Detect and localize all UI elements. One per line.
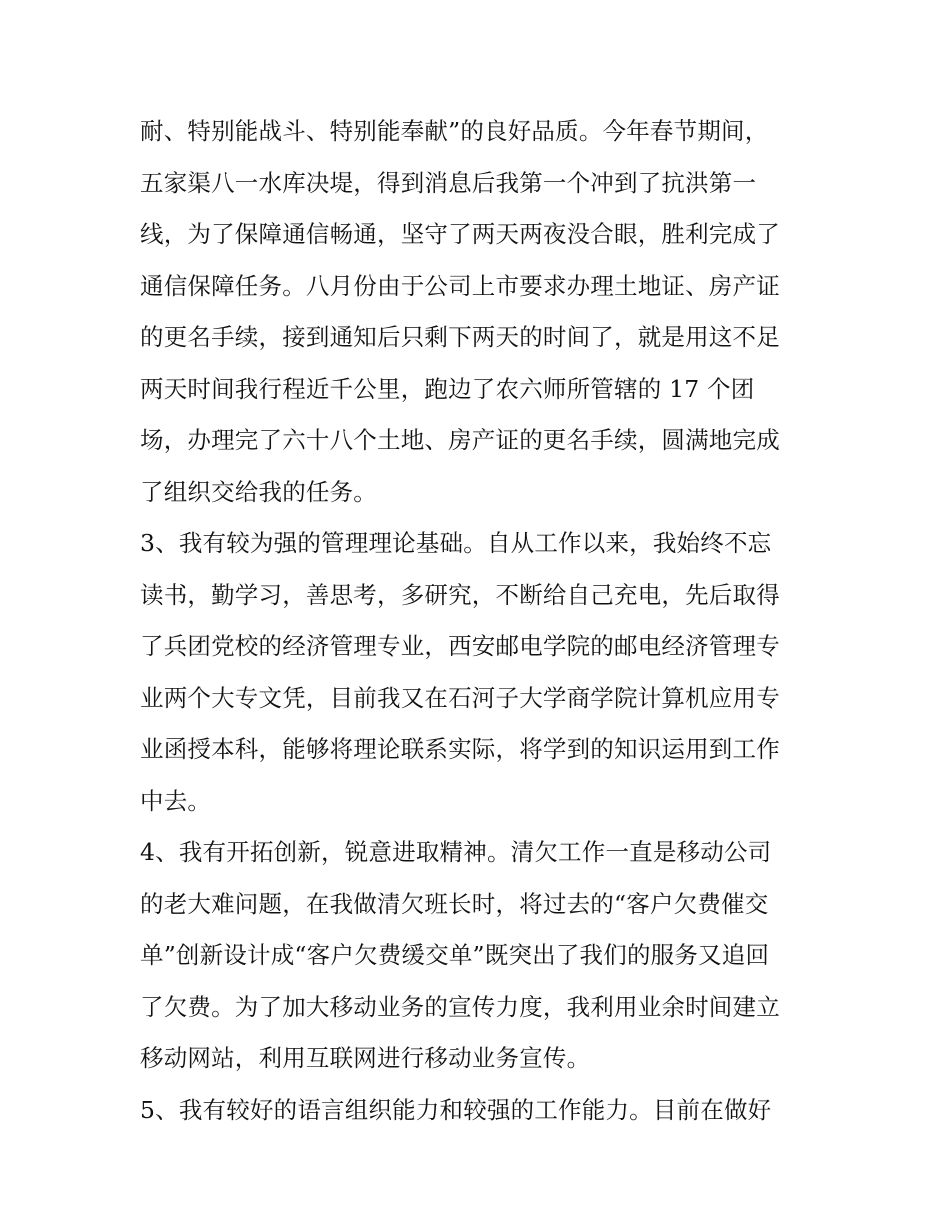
text-line: 的老大难问题，在我做清欠班长时，将过去的“客户欠费催交 [140, 889, 769, 918]
text-line: 两天时间我行程近千公里，跑边了农六师所管辖的 17 个团 [140, 374, 755, 403]
text-line: 中去。 [140, 786, 212, 815]
text-line: 线，为了保障通信畅通，坚守了两天两夜没合眼，胜利完成了 [140, 220, 780, 248]
text-line: 读书，勤学习，善思考，多研究，不断给自己充电，先后取得 [140, 580, 780, 609]
text-line: 五家渠八一水库决堤，得到消息后我第一个冲到了抗洪第一 [140, 168, 757, 197]
text-line: 耐、特别能战斗、特别能奉献”的良好品质。今年春节期间， [140, 117, 769, 145]
section-4-heading-line: 4、我有开拓创新，锐意进取精神。清欠工作一直是移动公司 [140, 838, 772, 866]
text-line: 的更名手续，接到通知后只剩下两天的时间了，就是用这不足 [140, 323, 780, 351]
section-3-heading-line: 3、我有较为强的管理理论基础。自从工作以来，我始终不忘 [140, 529, 772, 557]
text-line: 通信保障任务。八月份由于公司上市要求办理土地证、房产证 [140, 271, 780, 300]
text-line: 移动网站，利用互联网进行移动业务宣传。 [140, 1044, 591, 1072]
text-line: 了欠费。为了加大移动业务的宣传力度，我利用业余时间建立 [140, 992, 780, 1021]
text-line: 了兵团党校的经济管理专业，西安邮电学院的邮电经济管理专 [140, 632, 780, 660]
text-line: 业两个大专文凭，目前我又在石河子大学商学院计算机应用专 [140, 683, 780, 712]
document-body [140, 106, 820, 1136]
text-line: 业函授本科，能够将理论联系实际，将学到的知识运用到工作 [140, 735, 780, 763]
text-line: 场，办理完了六十八个土地、房产证的更名手续，圆满地完成 [140, 426, 780, 454]
text-line: 单”创新设计成“客户欠费缓交单”既突出了我们的服务又追回 [140, 941, 770, 969]
text-line: 了组织交给我的任务。 [140, 477, 377, 506]
section-5-heading-line: 5、我有较好的语言组织能力和较强的工作能力。目前在做好 [140, 1095, 772, 1124]
